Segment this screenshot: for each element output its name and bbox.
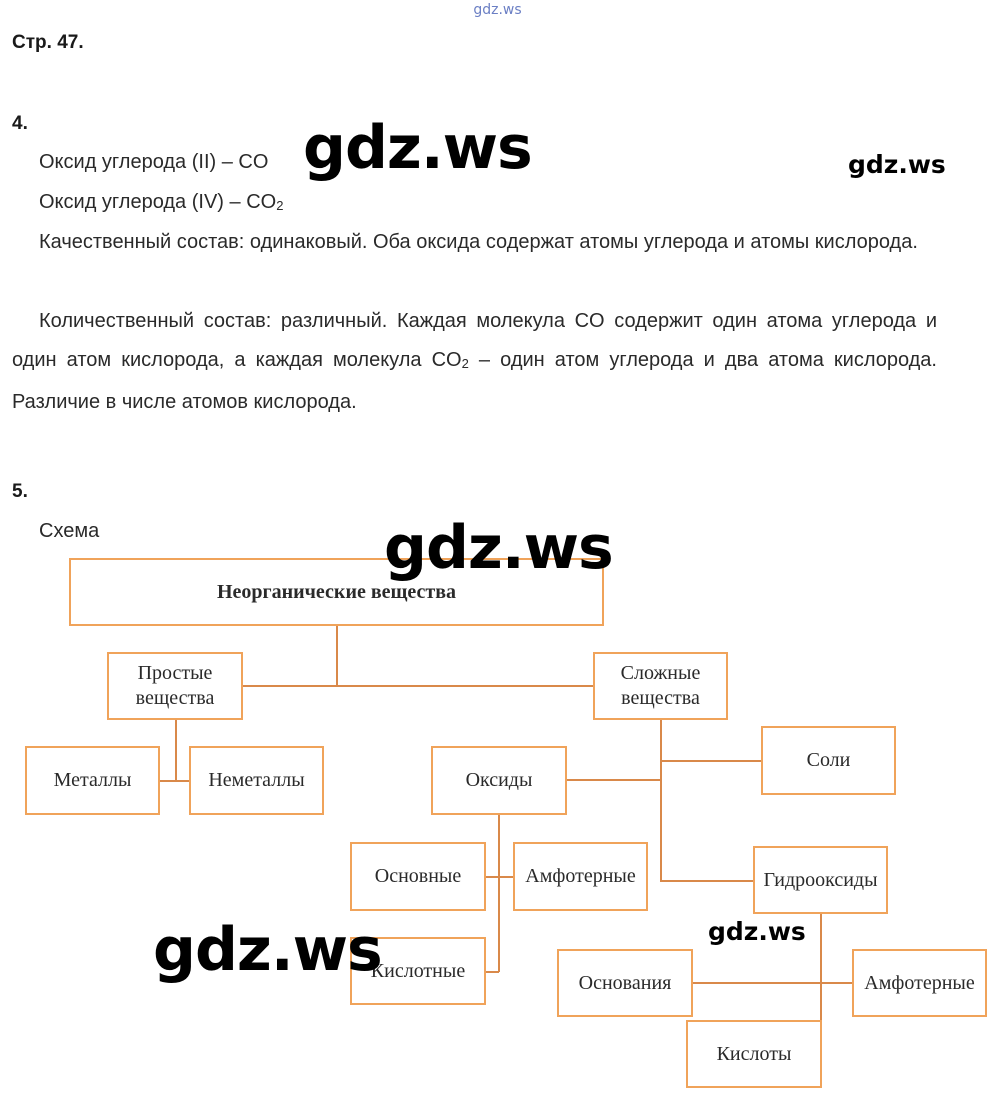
quantitative-text-a: Количественный состав: различный. Каждая молекула CO содержит один атома углерода и один атом кислорода, а каждая молекула CO — [12, 310, 937, 371]
box-salts: Соли — [761, 726, 896, 795]
connector-salts — [660, 760, 762, 762]
box-amphoteric-oxides: Амфотерные — [513, 842, 648, 911]
box-metals: Металлы — [25, 746, 160, 815]
page-number: Стр. 47. — [12, 32, 84, 53]
co-text: Оксид углерода (II) – CO — [39, 151, 269, 173]
connector-basic-amph — [485, 876, 514, 878]
box-inorganic-substances: Неорганические вещества — [69, 558, 604, 626]
quantitative-paragraph — [12, 302, 937, 422]
connector-bases-amph — [692, 982, 853, 984]
box-oxides: Оксиды — [431, 746, 567, 815]
top-watermark: gdz.ws — [473, 2, 522, 18]
qualitative-paragraph: Качественный состав: одинаковый. Оба оксида содержат атомы углерода и атомы кислорода. — [39, 231, 918, 253]
connector-simple-down — [175, 719, 177, 781]
task-4-number: 4. — [12, 113, 28, 134]
connector-metals-nonmetals — [159, 780, 190, 782]
task-5-number: 5. — [12, 481, 28, 502]
quantitative-subscript: 2 — [461, 356, 469, 371]
quantitative-text-b: – один атом углерода и два атома кислорода. Различие в числе атомов кислорода. — [12, 349, 937, 413]
connector-root-down — [336, 625, 338, 686]
box-amphoteric-hydroxides: Амфотерные — [852, 949, 987, 1017]
connector-acidic — [485, 971, 499, 973]
box-acids: Кислоты — [686, 1020, 822, 1088]
co2-text: Оксид углерода (IV) – CO — [39, 191, 277, 213]
box-simple-substances: Простые вещества — [107, 652, 243, 720]
box-basic: Основные — [350, 842, 486, 911]
co-line — [39, 149, 268, 175]
connector-simple-complex — [242, 685, 594, 687]
box-bases: Основания — [557, 949, 693, 1017]
connector-oxides-down — [498, 814, 500, 972]
connector-complex-down — [660, 720, 662, 882]
co2-subscript: 2 — [276, 198, 284, 213]
box-acidic: Кислотные — [350, 937, 486, 1005]
connector-hydroxides — [660, 880, 755, 882]
box-complex-substances: Сложные вещества — [593, 652, 728, 720]
watermark-large-1: gdz.ws — [303, 113, 532, 183]
co2-line — [39, 189, 283, 219]
box-nonmetals: Неметаллы — [189, 746, 324, 815]
watermark-small-1: gdz.ws — [848, 150, 946, 179]
watermark-large-2: gdz.ws — [384, 513, 613, 583]
box-hydroxides: Гидрооксиды — [753, 846, 888, 914]
connector-hydroxides-down — [820, 913, 822, 1022]
connector-oxides — [566, 779, 661, 781]
scheme-label: Схема — [39, 520, 100, 542]
watermark-small-2: gdz.ws — [708, 917, 806, 946]
watermark-large-3: gdz.ws — [153, 915, 382, 985]
